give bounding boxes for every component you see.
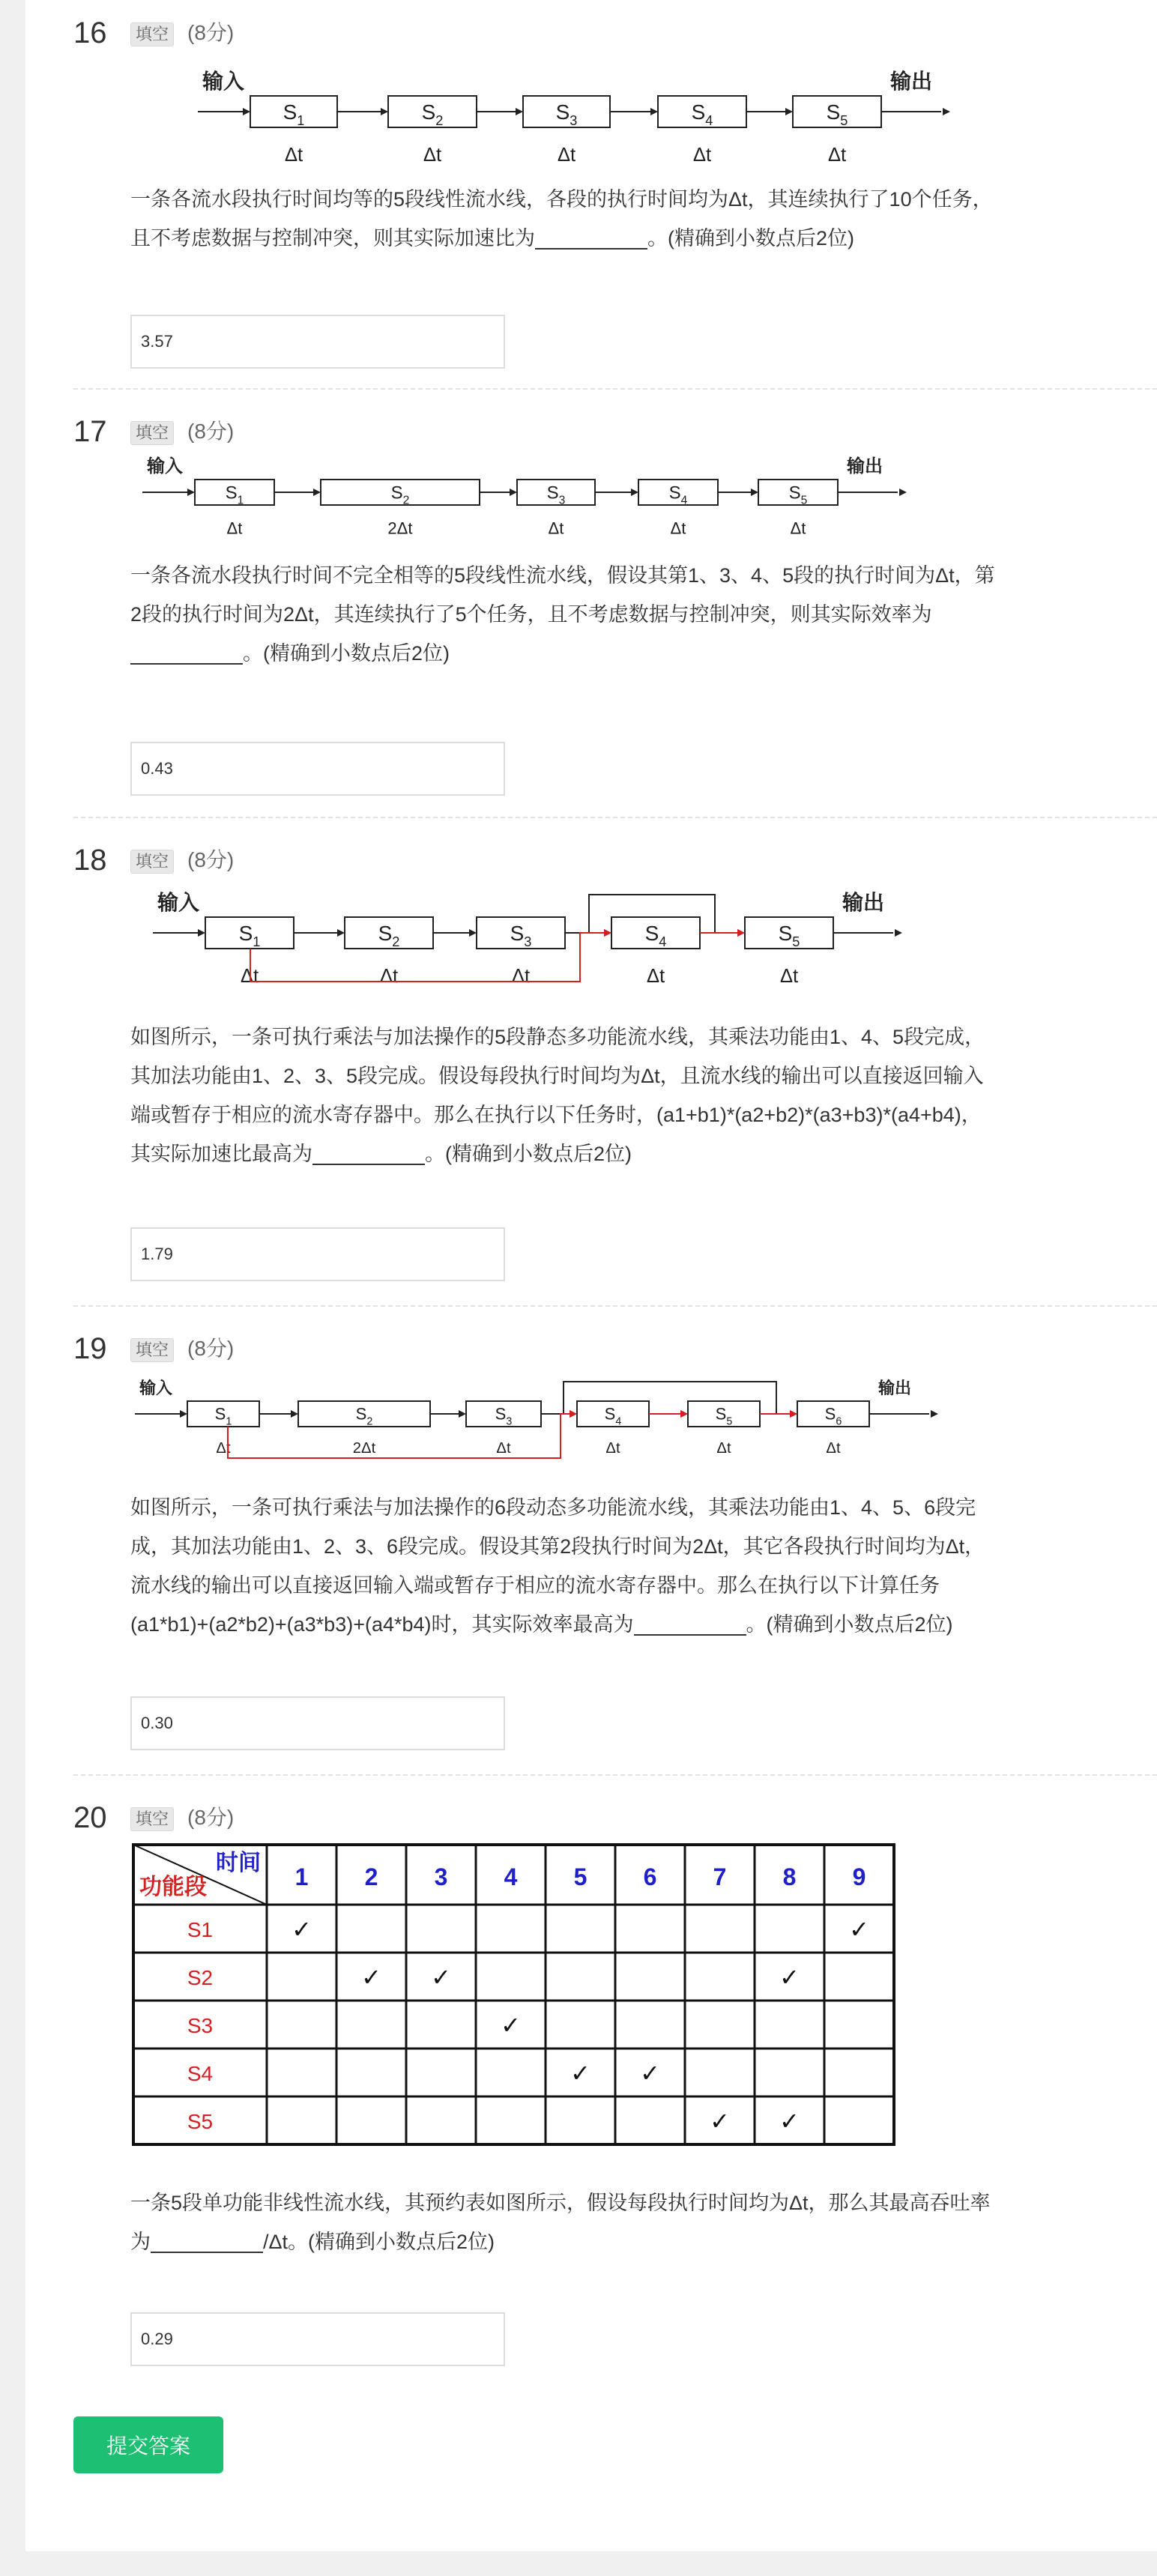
question-text-segment: 其实际加速比最高为 (130, 1143, 312, 1165)
stage-time: Δt (240, 965, 259, 987)
stage-label: $S_5$ (826, 100, 848, 129)
input-label: 输入 (202, 70, 245, 93)
input-label: 输入 (139, 1379, 173, 1397)
time-column-header: 6 (643, 1863, 657, 1890)
stage-subscript: 4 (659, 934, 667, 950)
question-divider (73, 1305, 1157, 1307)
stage-label: $S_1$ (225, 483, 244, 507)
arrowhead (899, 489, 907, 496)
stage-label: $S_6$ (824, 1404, 842, 1428)
stage-subscript: 2 (392, 934, 400, 950)
question-number: 20 (73, 1801, 107, 1834)
answer-input[interactable] (130, 315, 505, 369)
pipeline-diagram (130, 456, 955, 556)
stage-label: $S_3$ (495, 1404, 513, 1428)
check-mark: ✓ (291, 1916, 312, 1943)
stage-row-label: S2 (187, 1966, 214, 1989)
arrowhead (895, 929, 902, 937)
arrowhead (680, 1410, 688, 1418)
stage-time: 2Δt (352, 1440, 376, 1457)
question-text-segment: 且不考虑数据与控制冲突，则其实际加速比为 (130, 227, 535, 250)
question-divider (73, 1774, 1157, 1776)
check-mark: ✓ (779, 1964, 800, 1991)
stage-time: Δt (605, 1440, 620, 1457)
stage-label: $S_1$ (283, 100, 305, 129)
stage-label: $S_3$ (546, 483, 566, 507)
question-text-segment: 。(精确到小数点后2位) (746, 1613, 953, 1636)
stage-time: Δt (216, 1440, 231, 1457)
stage-row-label: S1 (187, 1918, 214, 1941)
input-label: 输入 (157, 891, 200, 914)
answer-blank (312, 1143, 425, 1165)
question-score: (8分) (187, 1806, 235, 1829)
stage-time: Δt (548, 518, 564, 538)
time-column-header: 9 (852, 1863, 866, 1890)
question-text (130, 180, 1105, 258)
question-text (130, 1018, 1105, 1173)
question-text-segment: 为 (130, 2231, 151, 2253)
question-text-line: 如图所示，一条可执行乘法与加法操作的6段动态多功能流水线，其乘法功能由1、4、5、6段完 (130, 1496, 976, 1519)
question-type-tag: 填空 (130, 1338, 174, 1362)
question-text-line: 2段的执行时间为2Δt，其连续执行了5个任务，且不考虑数据与控制冲突，则其实际效率为 (130, 603, 932, 626)
stage-time: Δt (284, 144, 303, 166)
arrowhead (570, 1410, 577, 1418)
stage-label: $S_4$ (644, 921, 667, 950)
arrowhead (180, 1410, 187, 1418)
question-number: 19 (73, 1332, 107, 1365)
check-mark: ✓ (501, 2012, 521, 2039)
reservation-table (133, 1845, 913, 2144)
time-column-header: 7 (713, 1863, 727, 1890)
question-text-line: 成，其加法功能由1、2、3、6段完成。假设其第2段执行时间为2Δt，其它各段执行时间均为Δt， (130, 1535, 985, 1558)
stage-time: Δt (692, 144, 712, 166)
stage-time: Δt (827, 144, 847, 166)
stage-time: Δt (779, 965, 799, 987)
stage-subscript: 1 (226, 1415, 232, 1428)
arrowhead (737, 929, 745, 937)
question-type-tag: 填空 (130, 850, 174, 874)
question-text-segment: /Δt。(精确到小数点后2位) (263, 2231, 495, 2253)
stage-subscript: 3 (558, 494, 566, 507)
question-divider (73, 388, 1157, 390)
stage-label: $S_4$ (604, 1404, 622, 1428)
arrowhead (459, 1410, 466, 1418)
stage-label: $S_4$ (691, 100, 713, 129)
stage-subscript: 1 (253, 934, 261, 950)
stage-label: $S_3$ (510, 921, 532, 950)
stage-label: $S_3$ (555, 100, 578, 129)
arrowhead (198, 929, 205, 937)
arrowhead (381, 108, 388, 115)
stage-time: Δt (646, 965, 665, 987)
stage-time: Δt (423, 144, 442, 166)
question-text (130, 2183, 1105, 2261)
question-number: 17 (73, 415, 107, 448)
arrowhead (243, 108, 250, 115)
stage-label: $S_5$ (778, 921, 800, 950)
question-number: 18 (73, 844, 107, 877)
question-text-line (130, 219, 1105, 258)
question-text-line (130, 1605, 1105, 1644)
stage-subscript: 2 (402, 494, 410, 507)
output-label: 输出 (890, 70, 933, 93)
stage-subscript: 2 (435, 113, 444, 129)
arrowhead (337, 929, 345, 937)
time-column-header: 4 (504, 1863, 518, 1890)
time-column-header: 2 (364, 1863, 378, 1890)
answer-blank (151, 2231, 263, 2253)
question-type-tag: 填空 (130, 1807, 174, 1831)
stage-label: $S_5$ (715, 1404, 733, 1428)
stage-time: Δt (557, 144, 576, 166)
arrowhead (751, 489, 758, 496)
stage-subscript: 2 (366, 1415, 373, 1428)
arrowhead (790, 1410, 797, 1418)
question-text-line (130, 634, 1105, 673)
check-mark: ✓ (361, 1964, 381, 1991)
stage-time: Δt (670, 518, 686, 538)
stage-time: Δt (790, 518, 806, 538)
arrowhead (187, 489, 195, 496)
arrowhead (510, 489, 517, 496)
question-text-line (130, 1134, 1105, 1173)
output-label: 输出 (847, 456, 883, 477)
stage-subscript: 3 (506, 1415, 513, 1428)
question-text-line: 一条各流水段执行时间均等的5段线性流水线，各段的执行时间均为Δt，其连续执行了10个任务， (130, 188, 993, 211)
stage-label: $S_2$ (378, 921, 400, 950)
question-score: (8分) (187, 1337, 235, 1360)
question-type-tag: 填空 (130, 22, 174, 46)
answer-blank (634, 1614, 746, 1636)
stage-label: $S_2$ (421, 100, 444, 129)
check-mark: ✓ (849, 1916, 869, 1943)
question-text-segment: 。(精确到小数点后2位) (425, 1143, 632, 1165)
stage-time: Δt (716, 1440, 731, 1457)
arrowhead (943, 108, 950, 115)
question-text-segment: 。(精确到小数点后2位) (243, 642, 450, 665)
stage-subscript: 1 (297, 113, 305, 129)
stage-time: 2Δt (387, 518, 413, 538)
question-divider (73, 817, 1157, 818)
question-text-segment: (a1*b1)+(a2*b2)+(a3*b3)+(a4*b4)时，其实际效率最高为 (130, 1613, 634, 1636)
stage-label: $S_2$ (355, 1404, 373, 1428)
corner-time-label: 时间 (216, 1851, 261, 1875)
stage-subscript: 5 (840, 113, 848, 129)
stage-time: Δt (511, 965, 531, 987)
arrowhead (313, 489, 321, 496)
answer-input[interactable] (130, 1696, 505, 1750)
pipeline-diagram (130, 60, 955, 180)
answer-blank (130, 643, 243, 665)
stage-time: Δt (226, 518, 243, 538)
output-label: 输出 (842, 891, 885, 914)
stage-subscript: 6 (836, 1415, 842, 1428)
check-mark: ✓ (431, 1964, 451, 1991)
question-text-line: 一条各流水段执行时间不完全相等的5段线性流水线，假设其第1、3、4、5段的执行时间为Δt，第 (130, 564, 995, 587)
time-column-header: 8 (782, 1863, 797, 1890)
stage-subscript: 5 (800, 494, 808, 507)
stage-subscript: 4 (705, 113, 713, 129)
stage-row-label: S4 (187, 2062, 214, 2085)
arrowhead (469, 929, 477, 937)
stage-subscript: 5 (726, 1415, 733, 1428)
answer-input[interactable] (130, 1227, 505, 1281)
arrowhead (604, 929, 611, 937)
arrowhead (931, 1410, 938, 1418)
stage-row-label: S5 (187, 2110, 214, 2133)
arrowhead (650, 108, 658, 115)
answer-input[interactable] (130, 2312, 505, 2366)
input-label: 输入 (147, 456, 183, 477)
question-type-tag: 填空 (130, 421, 174, 445)
answer-blank (535, 228, 647, 250)
question-text (130, 556, 1105, 673)
stage-label: $S_1$ (238, 921, 261, 950)
check-mark: ✓ (640, 2060, 660, 2087)
question-text-line: 一条5段单功能非线性流水线，其预约表如图所示，假设每段执行时间均为Δt，那么其最高吞吐率 (130, 2192, 991, 2214)
stage-subscript: 5 (792, 934, 800, 950)
stage-subscript: 3 (570, 113, 578, 129)
question-text-segment: 。(精确到小数点后2位) (647, 227, 854, 250)
stage-subscript: 1 (237, 494, 244, 507)
pipeline-diagram (130, 1373, 955, 1478)
arrowhead (291, 1410, 298, 1418)
stage-label: $S_2$ (390, 483, 410, 507)
check-mark: ✓ (710, 2108, 730, 2135)
submit-button[interactable]: 提交答案 (73, 2416, 223, 2473)
time-column-header: 1 (294, 1863, 309, 1890)
arrowhead (631, 489, 638, 496)
stage-subscript: 4 (680, 494, 688, 507)
question-text (130, 1488, 1105, 1644)
stage-subscript: 4 (615, 1415, 622, 1428)
question-text-line (130, 2222, 1105, 2261)
question-text-line: 端或暂存于相应的流水寄存器中。那么在执行以下任务时，(a1+b1)*(a2+b2)*(a3+b3)*(a4+b4)， (130, 1104, 982, 1126)
stage-subscript: 3 (524, 934, 532, 950)
question-text-line: 流水线的输出可以直接返回输入端或暂存于相应的流水寄存器中。那么在执行以下计算任务 (130, 1574, 940, 1597)
question-number: 16 (73, 16, 107, 49)
corner-stage-label: 功能段 (139, 1875, 207, 1899)
question-text-line: 如图所示，一条可执行乘法与加法操作的5段静态多功能流水线，其乘法功能由1、4、5段完成， (130, 1026, 985, 1048)
stage-time: Δt (826, 1440, 841, 1457)
stage-label: $S_5$ (788, 483, 808, 507)
question-text-line: 其加法功能由1、2、3、5段完成。假设每段执行时间均为Δt，且流水线的输出可以直接返回输入 (130, 1065, 984, 1087)
stage-row-label: S3 (187, 2014, 214, 2037)
answer-input[interactable] (130, 742, 505, 796)
stage-label: $S_1$ (214, 1404, 232, 1428)
stage-time: Δt (496, 1440, 511, 1457)
arrowhead (516, 108, 523, 115)
question-score: (8分) (187, 420, 235, 443)
time-column-header: 3 (434, 1863, 448, 1890)
question-score: (8分) (187, 848, 235, 871)
stage-time: Δt (379, 965, 399, 987)
time-column-header: 5 (573, 1863, 587, 1890)
pipeline-diagram (130, 886, 955, 1006)
arrowhead (785, 108, 793, 115)
question-score: (8分) (187, 21, 235, 44)
check-mark: ✓ (570, 2060, 590, 2087)
check-mark: ✓ (779, 2108, 800, 2135)
output-label: 输出 (878, 1379, 912, 1397)
stage-label: $S_4$ (668, 483, 688, 507)
